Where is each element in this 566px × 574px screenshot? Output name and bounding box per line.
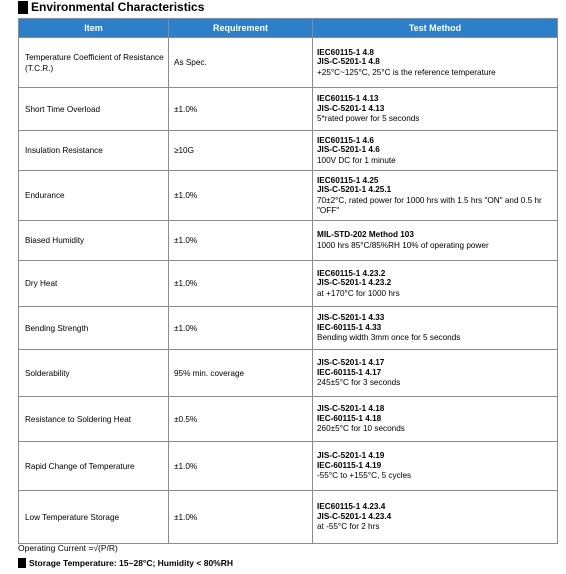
test-condition: 245±5°C for 3 seconds — [317, 378, 401, 387]
test-standard: IEC-60115-1 4.19 — [317, 460, 382, 470]
cell-test-method — [313, 131, 558, 171]
test-standard: JIS-C-5201-1 4.19 — [317, 451, 385, 460]
cell-item: Low Temperature Storage — [19, 491, 169, 544]
test-standard: IEC60115-1 4.23.4 — [317, 502, 386, 511]
table-body — [19, 38, 558, 544]
cell-test-method — [313, 307, 558, 350]
storage-marker — [18, 558, 26, 568]
title-marker — [18, 1, 28, 14]
test-standard: IEC60115-1 4.23.2 — [317, 268, 386, 278]
test-standard: JIS-C-5201-1 4.25.1 — [317, 185, 392, 194]
cell-item: Insulation Resistance — [19, 131, 169, 171]
test-condition: 5*rated power for 5 seconds — [317, 114, 420, 123]
cell-requirement: ±1.0% — [169, 491, 313, 544]
cell-test-method — [313, 38, 558, 88]
table-row — [19, 350, 558, 397]
test-standard: JIS-C-5201-1 4.33 — [317, 313, 385, 322]
table-row — [19, 131, 558, 171]
cell-item: Biased Humidity — [19, 221, 169, 261]
table-row — [19, 491, 558, 544]
cell-test-method — [313, 88, 558, 131]
cell-test-method — [313, 350, 558, 397]
test-standard: MIL-STD-202 Method 103 — [317, 230, 414, 240]
test-condition: -55°C to +155°C, 5 cycles — [317, 471, 412, 480]
cell-requirement: ±1.0% — [169, 88, 313, 131]
cell-requirement: ±1.0% — [169, 221, 313, 261]
table-row — [19, 261, 558, 307]
cell-item: Solderability — [19, 350, 169, 397]
cell-requirement: ±1.0% — [169, 442, 313, 491]
cell-test-method — [313, 397, 558, 442]
test-standard: JIS-C-5201-1 4.17 — [317, 358, 385, 367]
environmental-table — [18, 18, 558, 544]
test-condition: at -55°C for 2 hrs — [317, 522, 380, 531]
test-standard: IEC60115-1 4.13 — [317, 94, 379, 103]
header-test-method: Test Method — [313, 19, 558, 38]
cell-test-method — [313, 221, 558, 261]
test-standard: JIS-C-5201-1 4.13 — [317, 103, 385, 113]
cell-test-method — [313, 491, 558, 544]
test-condition: 70±2°C, rated power for 1000 hrs with 1.5 hrs "ON" and 0.5 hr "OFF" — [317, 195, 542, 215]
test-condition: 260±5°C for 10 seconds — [317, 424, 405, 433]
cell-item: Endurance — [19, 171, 169, 221]
cell-item: Bending Strength — [19, 307, 169, 350]
header-requirement: Requirement — [169, 19, 313, 38]
test-condition: 1000 hrs 85°C/85%RH 10% of operating power — [317, 240, 489, 250]
cell-requirement: ±1.0% — [169, 261, 313, 307]
cell-requirement: ±0.5% — [169, 397, 313, 442]
test-standard: IEC-60115-1 4.17 — [317, 367, 382, 377]
table-row — [19, 307, 558, 350]
test-condition: at +170°C for 1000 hrs — [317, 288, 400, 298]
test-condition: 100V DC for 1 minute — [317, 155, 396, 165]
test-standard: JIS-C-5201-1 4.6 — [317, 145, 380, 154]
cell-requirement: ±1.0% — [169, 171, 313, 221]
cell-test-method — [313, 171, 558, 221]
test-standard: IEC60115-1 4.6 — [317, 135, 374, 145]
test-standard: IEC-60115-1 4.33 — [317, 322, 382, 332]
test-condition: Bending width 3mm once for 5 seconds — [317, 333, 461, 342]
test-standard: IEC-60115-1 4.18 — [317, 413, 382, 423]
cell-requirement: As Spec. — [169, 38, 313, 88]
test-standard: JIS-C-5201-1 4.18 — [317, 404, 385, 413]
table-row — [19, 88, 558, 131]
cell-item: Dry Heat — [19, 261, 169, 307]
cell-requirement: ±1.0% — [169, 307, 313, 350]
cell-item: Resistance to Soldering Heat — [19, 397, 169, 442]
section-title-text: Environmental Characteristics — [31, 0, 205, 14]
storage-note — [18, 557, 233, 569]
table-row — [19, 171, 558, 221]
operating-current-note: Operating Current =√(P/R) — [18, 543, 118, 553]
cell-item: Short Time Overload — [19, 88, 169, 131]
test-condition: +25°C~125°C, 25°C is the reference temperature — [317, 67, 496, 77]
cell-requirement: ≥10G — [169, 131, 313, 171]
table-row — [19, 221, 558, 261]
test-standard: JIS-C-5201-1 4.23.4 — [317, 511, 392, 521]
cell-item: Rapid Change of Temperature — [19, 442, 169, 491]
test-standard: IEC60115-1 4.25 — [317, 175, 379, 185]
test-standard: IEC60115-1 4.8 — [317, 47, 374, 57]
header-item: Item — [19, 19, 169, 38]
cell-test-method — [313, 442, 558, 491]
test-standard: JIS-C-5201-1 4.23.2 — [317, 278, 392, 287]
table-row — [19, 38, 558, 88]
cell-test-method — [313, 261, 558, 307]
storage-text: Storage Temperature: 15~28°C; Humidity < 80%RH — [29, 558, 233, 568]
table-header-row — [19, 19, 558, 38]
test-standard: JIS-C-5201-1 4.8 — [317, 57, 380, 66]
table-row — [19, 397, 558, 442]
cell-item: Temperature Coefficient of Resistance (T.C.R.) — [19, 38, 169, 88]
table-row — [19, 442, 558, 491]
cell-requirement: 95% min. coverage — [169, 350, 313, 397]
section-title — [18, 0, 204, 14]
